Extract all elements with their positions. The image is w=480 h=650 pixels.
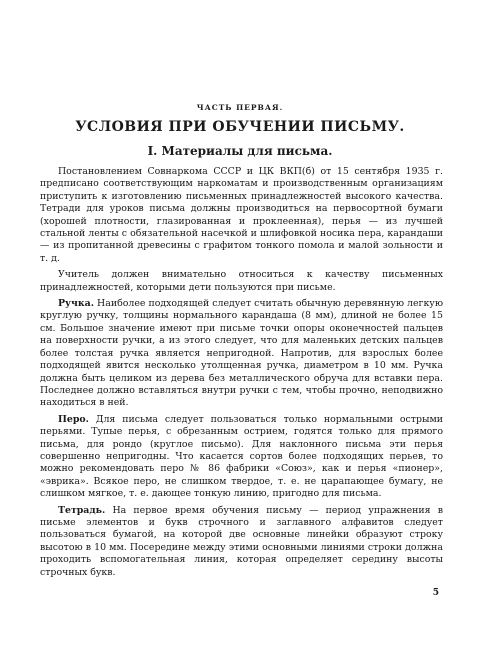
paragraph-notebook [40,505,443,579]
part-label: ЧАСТЬ ПЕРВАЯ. [196,103,284,112]
main-title: УСЛОВИЯ ПРИ ОБУЧЕНИИ ПИСЬМУ. [75,119,405,135]
paragraph-teacher [40,269,443,294]
paragraph-pen-holder [40,298,443,410]
paragraph-text: Наиболее подходящей следует считать обычную деревянную легкую круглую ручку, толщины нормального карандаша (8 мм), длиной не более 15 см. Большое значение имеют при письме точки опоры оконечностей пальцев на поверхности ручки, а из этого следует, что для маленьких детских пальцев более толстая ручка является непригодной. Напротив, для взрослых более подходящей явится несколько утолщенная ручка, диаметром в 10 мм. Ручка должна быть целиком из дерева без металлического обруча для вставки пера. Последнее должно вставляться внутри ручки с тем, чтобы прочно, неподвижно находиться в ней. [40,298,443,409]
section-title: I. Материалы для письма. [147,144,333,158]
paragraph-decree [40,166,443,265]
paragraph-lead: Перо. [58,413,89,425]
paragraph-lead: Ручка. [58,298,95,310]
body-text [40,166,443,583]
paragraph-text: Постановлением Совнаркома СССР и ЦК ВКП(б) от 15 сентября 1935 г. предписано соответствующим наркоматам и производственным организациям приступить к изготовлению письменных принадлежностей высокого качества. Тетради для уроков письма должны производиться на первосортной бумаги (хорошей плотности, глазированная и проклеенная), перья — из лучшей стальной ленты с обязательной насечкой и шлифовкой носика пера, карандаши — из пропитанной древесины с графитом тонкого помола и малой зольности и т. д. [40,166,443,264]
paragraph-lead: Тетрадь. [58,504,106,516]
page-number: 5 [432,588,439,598]
paragraph-text: Учитель должен внимательно относиться к качеству письменных принадлежностей, которыми дети пользуются при письме. [40,269,443,293]
paragraph-text: Для письма следует пользоваться только нормальными острыми перьями. Тупые перья, с обрезанным острием, годятся только для прямого письма, для рондо (круглое письмо). Для наклонного письма эти перья совершенно непригодны. Что касается сортов более подходящих перьев, то можно рекомендовать перо № 86 фабрики «Союз», как и перья «пионер», «эврика». Всякое перо, не слишком твердое, т. е. не царапающее бумагу, не слишком мягкое, т. е. дающее тонкую линию, пригодно для письма. [40,413,443,500]
paragraph-nib [40,414,443,501]
paragraph-text: На первое время обучения письму — период упражнения в письме элементов и букв строчного и заглавного алфавитов следует пользоваться бумагой, на которой две основные линейки образуют строку высотою в 10 мм. Посередине между этими основными линиями строки должна проходить вспомогательная линия, которая определяет середину высоты строчных букв. [40,504,443,578]
